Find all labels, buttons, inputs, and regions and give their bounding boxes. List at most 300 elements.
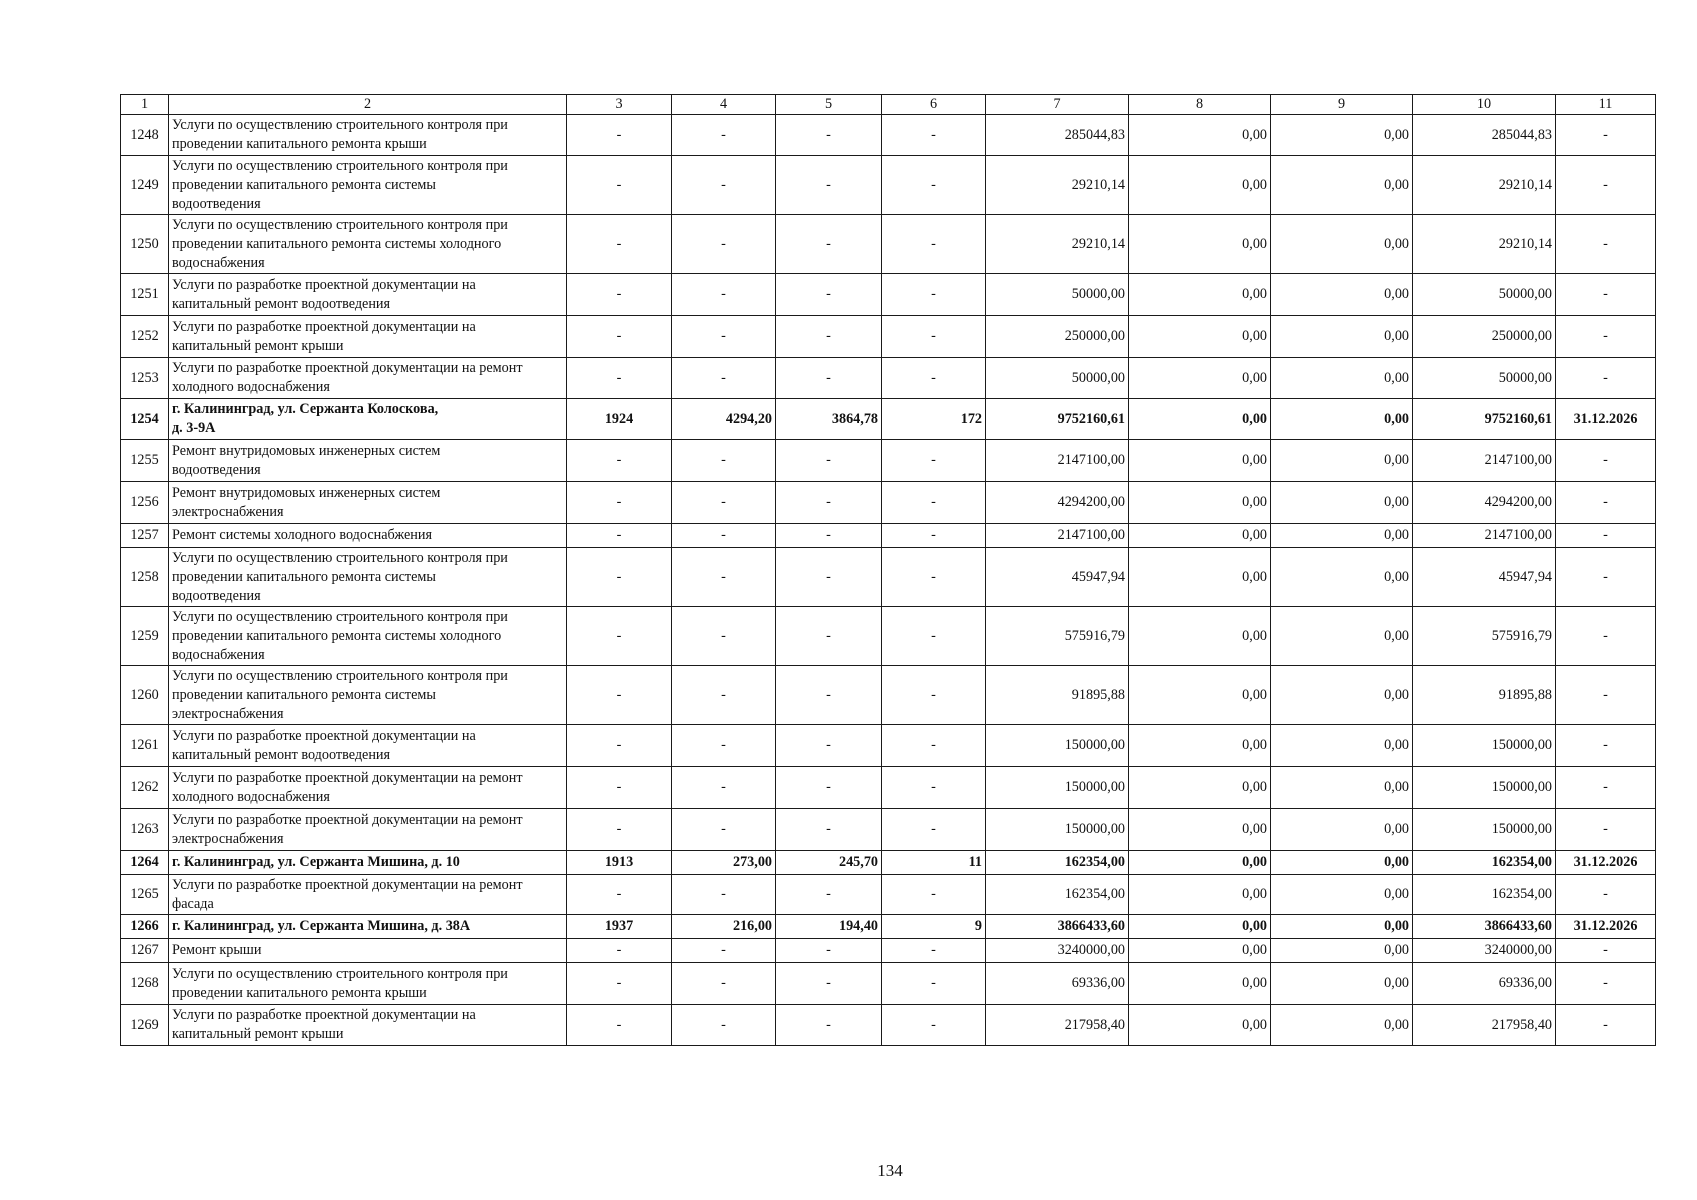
col-7-value: 9752160,61 <box>986 399 1129 440</box>
col-3-value: - <box>567 215 672 274</box>
col-4-value: - <box>672 482 776 524</box>
col-6-value: - <box>882 548 986 607</box>
col-5-value: - <box>776 358 882 399</box>
row-description <box>169 316 567 358</box>
description-line: Услуги по осуществлению строительного контроля при <box>172 608 508 625</box>
col-3-value: 1937 <box>567 915 672 939</box>
col-3-value: - <box>567 875 672 915</box>
col-3-value: - <box>567 274 672 316</box>
col-4-value: - <box>672 725 776 767</box>
col-10-value: 4294200,00 <box>1413 482 1556 524</box>
col-7-value: 50000,00 <box>986 358 1129 399</box>
col-3-value: - <box>567 316 672 358</box>
col-6-value: - <box>882 1005 986 1046</box>
header-cell: 3 <box>567 95 672 115</box>
col-9-value: 0,00 <box>1271 115 1413 156</box>
col-11-value: - <box>1556 215 1656 274</box>
description-line: Услуги по осуществлению строительного контроля при <box>172 549 508 566</box>
header-cell: 10 <box>1413 95 1556 115</box>
col-4-value: - <box>672 963 776 1005</box>
col-8-value: 0,00 <box>1129 851 1271 875</box>
col-11-value: - <box>1556 115 1656 156</box>
row-number: 1250 <box>121 215 169 274</box>
col-10-value: 150000,00 <box>1413 767 1556 809</box>
row-number: 1263 <box>121 809 169 851</box>
col-3-value: 1913 <box>567 851 672 875</box>
col-9-value: 0,00 <box>1271 440 1413 482</box>
col-4-value: - <box>672 115 776 156</box>
row-description <box>169 115 567 156</box>
col-11-value: - <box>1556 939 1656 963</box>
header-cell: 6 <box>882 95 986 115</box>
row-description <box>169 915 567 939</box>
col-11-value: - <box>1556 358 1656 399</box>
col-7-value: 4294200,00 <box>986 482 1129 524</box>
row-number: 1268 <box>121 963 169 1005</box>
description-line: холодного водоснабжения <box>172 379 330 395</box>
work-item-row <box>121 215 1656 274</box>
description-line: капитальный ремонт крыши <box>172 337 344 354</box>
row-description <box>169 358 567 399</box>
col-10-value: 3866433,60 <box>1413 915 1556 939</box>
col-9-value: 0,00 <box>1271 725 1413 767</box>
col-8-value: 0,00 <box>1129 156 1271 215</box>
description-line: водоснабжения <box>172 254 265 271</box>
address-row <box>121 399 1656 440</box>
col-11-value: - <box>1556 725 1656 767</box>
col-11-value: - <box>1556 482 1656 524</box>
col-10-value: 150000,00 <box>1413 809 1556 851</box>
col-8-value: 0,00 <box>1129 215 1271 274</box>
work-item-row <box>121 767 1656 809</box>
description-line: Услуги по разработке проектной документации на ремонт <box>172 811 523 828</box>
col-5-value: - <box>776 548 882 607</box>
description-line: г. Калининград, ул. Сержанта Мишина, д. 10 <box>172 854 460 870</box>
col-11-value: - <box>1556 316 1656 358</box>
col-3-value: - <box>567 440 672 482</box>
col-7-value: 150000,00 <box>986 725 1129 767</box>
col-4-value: - <box>672 156 776 215</box>
col-9-value: 0,00 <box>1271 915 1413 939</box>
col-8-value: 0,00 <box>1129 1005 1271 1046</box>
col-5-value: 3864,78 <box>776 399 882 440</box>
col-8-value: 0,00 <box>1129 440 1271 482</box>
col-8-value: 0,00 <box>1129 607 1271 666</box>
work-item-row <box>121 548 1656 607</box>
col-5-value: - <box>776 809 882 851</box>
col-8-value: 0,00 <box>1129 725 1271 767</box>
header-cell: 4 <box>672 95 776 115</box>
col-10-value: 3240000,00 <box>1413 939 1556 963</box>
description-line: Услуги по разработке проектной документации на <box>172 318 476 335</box>
col-11-value: - <box>1556 875 1656 915</box>
row-description <box>169 274 567 316</box>
description-line: г. Калининград, ул. Сержанта Колоскова, <box>172 401 439 417</box>
col-5-value: - <box>776 524 882 548</box>
column-number-header-row <box>121 95 1656 115</box>
work-item-row <box>121 316 1656 358</box>
row-description <box>169 939 567 963</box>
col-6-value: - <box>882 440 986 482</box>
col-3-value: - <box>567 767 672 809</box>
col-10-value: 575916,79 <box>1413 607 1556 666</box>
description-line: водоотведения <box>172 461 261 478</box>
col-3-value: - <box>567 939 672 963</box>
col-9-value: 0,00 <box>1271 875 1413 915</box>
col-8-value: 0,00 <box>1129 915 1271 939</box>
col-7-value: 3866433,60 <box>986 915 1129 939</box>
col-8-value: 0,00 <box>1129 767 1271 809</box>
col-8-value: 0,00 <box>1129 115 1271 156</box>
col-7-value: 69336,00 <box>986 963 1129 1005</box>
header-cell: 8 <box>1129 95 1271 115</box>
col-4-value: 4294,20 <box>672 399 776 440</box>
col-9-value: 0,00 <box>1271 524 1413 548</box>
col-7-value: 150000,00 <box>986 767 1129 809</box>
col-6-value: - <box>882 215 986 274</box>
row-number: 1251 <box>121 274 169 316</box>
row-description <box>169 725 567 767</box>
col-10-value: 50000,00 <box>1413 358 1556 399</box>
col-9-value: 0,00 <box>1271 666 1413 725</box>
col-6-value: - <box>882 666 986 725</box>
col-5-value: 245,70 <box>776 851 882 875</box>
col-9-value: 0,00 <box>1271 939 1413 963</box>
description-line: холодного водоснабжения <box>172 788 330 805</box>
col-4-value: - <box>672 215 776 274</box>
col-6-value: - <box>882 358 986 399</box>
work-item-row <box>121 809 1656 851</box>
col-5-value: - <box>776 1005 882 1046</box>
col-3-value: 1924 <box>567 399 672 440</box>
col-5-value: - <box>776 156 882 215</box>
col-9-value: 0,00 <box>1271 156 1413 215</box>
col-10-value: 162354,00 <box>1413 851 1556 875</box>
col-7-value: 217958,40 <box>986 1005 1129 1046</box>
description-line: электроснабжения <box>172 705 284 722</box>
col-5-value: - <box>776 115 882 156</box>
col-6-value: 9 <box>882 915 986 939</box>
row-description <box>169 482 567 524</box>
row-description <box>169 548 567 607</box>
description-line: водоснабжения <box>172 646 265 663</box>
work-item-row <box>121 875 1656 915</box>
work-item-row <box>121 274 1656 316</box>
work-item-row <box>121 939 1656 963</box>
col-5-value: - <box>776 725 882 767</box>
description-line: Ремонт внутридомовых инженерных систем <box>172 442 441 459</box>
col-5-value: - <box>776 963 882 1005</box>
col-7-value: 50000,00 <box>986 274 1129 316</box>
col-8-value: 0,00 <box>1129 524 1271 548</box>
work-item-row <box>121 156 1656 215</box>
col-5-value: 194,40 <box>776 915 882 939</box>
col-4-value: - <box>672 809 776 851</box>
col-11-value: - <box>1556 1005 1656 1046</box>
col-9-value: 0,00 <box>1271 215 1413 274</box>
description-line: Ремонт системы холодного водоснабжения <box>172 527 433 543</box>
col-8-value: 0,00 <box>1129 316 1271 358</box>
description-line: проведении капитального ремонта системы <box>172 568 436 585</box>
col-4-value: - <box>672 524 776 548</box>
col-4-value: - <box>672 875 776 915</box>
row-number: 1262 <box>121 767 169 809</box>
col-10-value: 2147100,00 <box>1413 440 1556 482</box>
col-9-value: 0,00 <box>1271 548 1413 607</box>
row-number: 1249 <box>121 156 169 215</box>
col-7-value: 162354,00 <box>986 851 1129 875</box>
description-line: проведении капитального ремонта крыши <box>172 984 427 1001</box>
col-11-value: - <box>1556 440 1656 482</box>
description-line: водоотведения <box>172 587 261 604</box>
col-4-value: - <box>672 607 776 666</box>
col-3-value: - <box>567 524 672 548</box>
col-7-value: 45947,94 <box>986 548 1129 607</box>
col-6-value: - <box>882 482 986 524</box>
col-6-value: - <box>882 939 986 963</box>
col-9-value: 0,00 <box>1271 274 1413 316</box>
row-number: 1265 <box>121 875 169 915</box>
col-7-value: 162354,00 <box>986 875 1129 915</box>
col-4-value: - <box>672 548 776 607</box>
col-7-value: 3240000,00 <box>986 939 1129 963</box>
row-number: 1257 <box>121 524 169 548</box>
header-cell: 1 <box>121 95 169 115</box>
row-number: 1269 <box>121 1005 169 1046</box>
description-line: капитальный ремонт водоотведения <box>172 295 391 312</box>
description-line: Услуги по разработке проектной документации на ремонт <box>172 876 523 893</box>
col-7-value: 250000,00 <box>986 316 1129 358</box>
col-10-value: 162354,00 <box>1413 875 1556 915</box>
col-3-value: - <box>567 607 672 666</box>
row-description <box>169 156 567 215</box>
work-item-row <box>121 358 1656 399</box>
col-6-value: 172 <box>882 399 986 440</box>
row-description <box>169 1005 567 1046</box>
work-item-row <box>121 115 1656 156</box>
row-number: 1258 <box>121 548 169 607</box>
col-10-value: 285044,83 <box>1413 115 1556 156</box>
description-line: проведении капитального ремонта системы холодного <box>172 235 502 252</box>
col-6-value: - <box>882 767 986 809</box>
description-line: Услуги по разработке проектной документации на ремонт <box>172 360 523 376</box>
col-11-value: - <box>1556 548 1656 607</box>
row-description <box>169 767 567 809</box>
row-description <box>169 666 567 725</box>
col-11-value: - <box>1556 274 1656 316</box>
header-cell: 5 <box>776 95 882 115</box>
row-number: 1256 <box>121 482 169 524</box>
address-row <box>121 915 1656 939</box>
col-10-value: 9752160,61 <box>1413 399 1556 440</box>
col-11-value: 31.12.2026 <box>1556 399 1656 440</box>
col-9-value: 0,00 <box>1271 482 1413 524</box>
address-row <box>121 851 1656 875</box>
col-3-value: - <box>567 725 672 767</box>
description-line: электроснабжения <box>172 503 284 520</box>
col-6-value: - <box>882 156 986 215</box>
col-10-value: 217958,40 <box>1413 1005 1556 1046</box>
registry-table <box>120 94 1656 1046</box>
row-description <box>169 524 567 548</box>
col-5-value: - <box>776 482 882 524</box>
col-4-value: 216,00 <box>672 915 776 939</box>
col-8-value: 0,00 <box>1129 666 1271 725</box>
description-line: проведении капитального ремонта системы <box>172 176 436 193</box>
col-3-value: - <box>567 482 672 524</box>
row-number: 1266 <box>121 915 169 939</box>
description-line: фасада <box>172 895 214 912</box>
col-10-value: 29210,14 <box>1413 215 1556 274</box>
col-7-value: 2147100,00 <box>986 524 1129 548</box>
work-item-row <box>121 440 1656 482</box>
description-line: проведении капитального ремонта крыши <box>172 136 427 152</box>
col-7-value: 2147100,00 <box>986 440 1129 482</box>
col-5-value: - <box>776 316 882 358</box>
row-description <box>169 215 567 274</box>
col-11-value: - <box>1556 607 1656 666</box>
col-11-value: - <box>1556 767 1656 809</box>
col-3-value: - <box>567 358 672 399</box>
col-11-value: - <box>1556 156 1656 215</box>
work-item-row <box>121 963 1656 1005</box>
col-7-value: 29210,14 <box>986 156 1129 215</box>
work-item-row <box>121 666 1656 725</box>
col-4-value: - <box>672 316 776 358</box>
col-5-value: - <box>776 274 882 316</box>
col-9-value: 0,00 <box>1271 767 1413 809</box>
row-number: 1253 <box>121 358 169 399</box>
work-item-row <box>121 1005 1656 1046</box>
row-number: 1252 <box>121 316 169 358</box>
col-9-value: 0,00 <box>1271 316 1413 358</box>
row-description <box>169 399 567 440</box>
description-line: г. Калининград, ул. Сержанта Мишина, д. 38А <box>172 918 471 934</box>
row-description <box>169 607 567 666</box>
col-6-value: - <box>882 115 986 156</box>
col-4-value: - <box>672 440 776 482</box>
col-8-value: 0,00 <box>1129 358 1271 399</box>
row-number: 1260 <box>121 666 169 725</box>
col-6-value: - <box>882 725 986 767</box>
col-10-value: 250000,00 <box>1413 316 1556 358</box>
col-9-value: 0,00 <box>1271 399 1413 440</box>
col-10-value: 2147100,00 <box>1413 524 1556 548</box>
col-9-value: 0,00 <box>1271 851 1413 875</box>
row-number: 1267 <box>121 939 169 963</box>
description-line: Ремонт внутридомовых инженерных систем <box>172 484 441 501</box>
col-8-value: 0,00 <box>1129 482 1271 524</box>
description-line: водоотведения <box>172 195 261 212</box>
col-4-value: - <box>672 358 776 399</box>
col-6-value: - <box>882 963 986 1005</box>
row-number: 1248 <box>121 115 169 156</box>
description-line: Услуги по осуществлению строительного контроля при <box>172 216 508 233</box>
col-11-value: - <box>1556 524 1656 548</box>
col-8-value: 0,00 <box>1129 274 1271 316</box>
col-6-value: - <box>882 524 986 548</box>
col-9-value: 0,00 <box>1271 358 1413 399</box>
col-10-value: 91895,88 <box>1413 666 1556 725</box>
description-line: Услуги по осуществлению строительного контроля при <box>172 117 508 133</box>
col-7-value: 150000,00 <box>986 809 1129 851</box>
col-4-value: - <box>672 666 776 725</box>
col-6-value: - <box>882 875 986 915</box>
col-10-value: 29210,14 <box>1413 156 1556 215</box>
col-8-value: 0,00 <box>1129 963 1271 1005</box>
col-8-value: 0,00 <box>1129 875 1271 915</box>
col-6-value: 11 <box>882 851 986 875</box>
col-5-value: - <box>776 875 882 915</box>
col-3-value: - <box>567 809 672 851</box>
col-5-value: - <box>776 607 882 666</box>
col-6-value: - <box>882 316 986 358</box>
description-line: Услуги по осуществлению строительного контроля при <box>172 667 508 684</box>
col-9-value: 0,00 <box>1271 607 1413 666</box>
row-number: 1255 <box>121 440 169 482</box>
col-8-value: 0,00 <box>1129 399 1271 440</box>
row-description <box>169 963 567 1005</box>
description-line: капитальный ремонт крыши <box>172 1026 344 1042</box>
header-cell: 11 <box>1556 95 1656 115</box>
col-11-value: 31.12.2026 <box>1556 915 1656 939</box>
col-3-value: - <box>567 666 672 725</box>
col-7-value: 29210,14 <box>986 215 1129 274</box>
col-11-value: - <box>1556 809 1656 851</box>
col-4-value: - <box>672 767 776 809</box>
col-5-value: - <box>776 939 882 963</box>
work-item-row <box>121 524 1656 548</box>
col-3-value: - <box>567 963 672 1005</box>
work-item-row <box>121 607 1656 666</box>
col-5-value: - <box>776 767 882 809</box>
col-10-value: 69336,00 <box>1413 963 1556 1005</box>
row-description <box>169 809 567 851</box>
col-8-value: 0,00 <box>1129 939 1271 963</box>
col-3-value: - <box>567 548 672 607</box>
col-4-value: 273,00 <box>672 851 776 875</box>
description-line: проведении капитального ремонта системы <box>172 686 436 703</box>
col-4-value: - <box>672 939 776 963</box>
col-7-value: 91895,88 <box>986 666 1129 725</box>
row-description <box>169 851 567 875</box>
col-9-value: 0,00 <box>1271 809 1413 851</box>
col-11-value: - <box>1556 666 1656 725</box>
description-line: электроснабжения <box>172 830 284 847</box>
col-7-value: 285044,83 <box>986 115 1129 156</box>
header-cell: 9 <box>1271 95 1413 115</box>
page-number: 134 <box>877 1161 903 1180</box>
col-3-value: - <box>567 156 672 215</box>
col-11-value: - <box>1556 963 1656 1005</box>
work-item-row <box>121 725 1656 767</box>
header-cell: 7 <box>986 95 1129 115</box>
row-number: 1264 <box>121 851 169 875</box>
header-cell: 2 <box>169 95 567 115</box>
description-line: Услуги по осуществлению строительного контроля при <box>172 157 508 174</box>
row-number: 1259 <box>121 607 169 666</box>
col-7-value: 575916,79 <box>986 607 1129 666</box>
col-5-value: - <box>776 440 882 482</box>
col-3-value: - <box>567 115 672 156</box>
col-9-value: 0,00 <box>1271 1005 1413 1046</box>
col-6-value: - <box>882 607 986 666</box>
col-8-value: 0,00 <box>1129 548 1271 607</box>
work-item-row <box>121 482 1656 524</box>
description-line: капитальный ремонт водоотведения <box>172 746 391 763</box>
col-5-value: - <box>776 666 882 725</box>
col-3-value: - <box>567 1005 672 1046</box>
